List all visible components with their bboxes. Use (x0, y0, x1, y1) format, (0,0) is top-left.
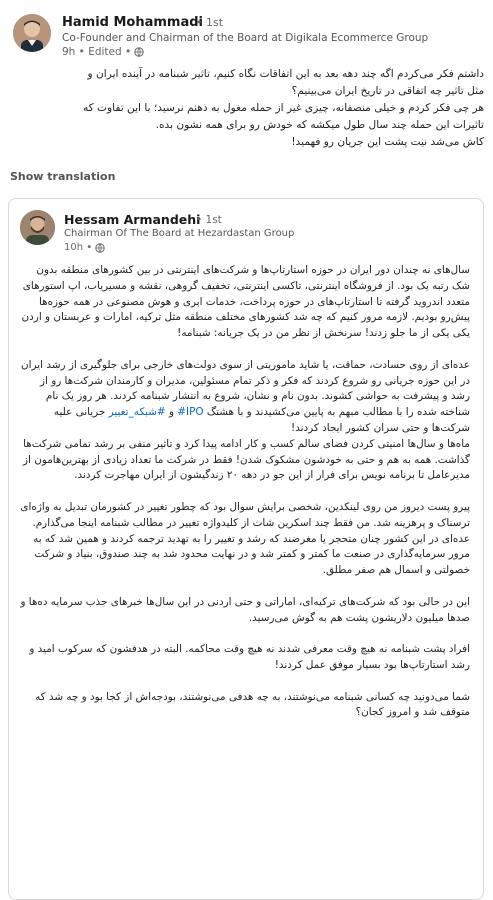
shared-paragraph: شما می‌دونید چه کسانی شبنامه می‌نوشتند، به چه هدفی می‌نوشتند، بودجه‌اش از کجا بود و چه شد که متوقف شد و امروز کجان؟ (35, 690, 470, 719)
shared-paragraph-text: عده‌ای از روی حسادت، حماقت، یا شاید ماموریتی از سوی دولت‌های خارجی برای جلوگیری از رشد ایران در این حوزه جریانی رو شروع کردند که فکر و ذکر تمام مسئولین، مدیران و کارمندان شرکت‌ها رو از رشد و پیشرفت به حواشی کشوند. بدون نام و نشان، شروع به انتشار شبنامه کردند. هر روز یک نام شناخته شده را با مطالب مبهم به پایین می‌کشیدند و با هشتگ (21, 358, 470, 419)
connection-degree: • 1st (196, 16, 224, 29)
author-headline: Co-Founder and Chairman of the Board at Digikala Ecommerce Group (62, 32, 429, 44)
globe-icon (134, 47, 144, 57)
post-meta (62, 46, 144, 58)
author-avatar[interactable] (13, 14, 51, 52)
shared-paragraph: افراد پشت شبنامه نه هیچ وقت معرفی شدند نه هیچ وقت محاکمه. البته در هدفشون که سرکوب امید و رشد استارتاپ‌ها بود بسیار موفق عمل کردند! (29, 643, 470, 671)
hashtag-change-network[interactable]: #شبکه_تغییر (108, 406, 166, 419)
post-line: مثل تاثیر چه اتفاقی در تاریخ ایران می‌بینیم؟ (291, 85, 484, 97)
shared-paragraph: این در حالی بود که شرکت‌های ترکیه‌ای، اماراتی و حتی اردنی در این سال‌ها خبرهای جذب سرمایه ده‌ها و صدها میلیون دلاریشون پشت هم به گوش می‌رسید. (20, 595, 470, 624)
post-line: تاثیرات این حمله چند سال طول میکشه که خودش رو برای همه نشون بده. (155, 119, 484, 131)
shared-author-avatar[interactable] (20, 210, 55, 245)
shared-paragraph: سال‌های نه چندان دور ایران در حوزه استارتاپ‌ها و شرکت‌های اینترنتی در بین کشورهای منطقه بدون شک رتبه یک بود. از فروشگاه اینترنتی، تاکسی اینترنتی، تخفیف گروهی، نقشه و مسیریاب، اپ استورهای متعدد اندروید گرفته تا استارتاپ‌های در حوزه پرداخت، خدمات ابری و هوش مصنوعی در همه حوزه‌ها پیش‌رو بودیم. لازمه مرور کنیم که چه شد کشورهای مختلف منطقه مثل ترکیه، امارات و عربستان و اردن یکی یکی از ما جلو زدند! سرنخش از نظر من در یک جریانه: شبنامه! (21, 264, 470, 340)
shared-paragraph: پیرو پست دیروز من روی لینکدین، شخصی برایش سوال بود که چطور تغییر در کشورمان تبدیل به واژه‌ای ترسناک و پرهزینه شد. من فقط چند اسکرین شات از کلیدواژه تغییر در مطالب شبنامه اینجا می‌گذارم. عده‌ای در این کشور چنان متحجر یا مغرضند که رشد و تغییر را به تهدید ترجمه کردند و همین شد که به مرور سرمایه‌گذاری در صنعت ما کمتر و کمتر شد و در نهایت محدود شد به چند صندوق، بنیاد و شرکت خصولتی و اسمال هم صفر مطلق. (20, 500, 470, 577)
shared-post-meta (64, 242, 105, 253)
hashtag-suffix: جریانی علیه شرکت‌ها و حتی سران کشور ایجاد کردند! (53, 406, 470, 434)
hashtag-ipo[interactable]: IPO# (177, 406, 204, 419)
post-line: کاش می‌شد نیت پشت این جریان رو فهمید! (291, 136, 484, 148)
globe-icon (95, 243, 105, 253)
shared-post-text (20, 263, 470, 737)
post-time: 9h • Edited • (62, 46, 132, 58)
hashtag-joiner: و (168, 406, 174, 419)
show-translation-button[interactable]: Show translation (10, 170, 116, 183)
post-line: داشتم فکر می‌کردم اگه چند دهه بعد به این اتفاقات نگاه کنیم، تاثیر شبنامه در آینده ایران و (87, 68, 484, 80)
shared-author-headline: Chairman Of The Board at Hezardastan Group (64, 228, 295, 239)
shared-paragraph (20, 358, 470, 437)
shared-author-name[interactable]: Hessam Armandehi (64, 212, 201, 227)
post-line: هر چی فکر کردم و خیلی منصفانه، چیزی غیر از حمله مغول به ذهنم نرسید؛ با این تفاوت که (82, 102, 484, 114)
shared-connection-degree: • 1st (196, 214, 222, 226)
shared-post-time: 10h • (64, 242, 93, 253)
shared-paragraph: ماه‌ها و سال‌ها امنیتی کردن فضای سالم کسب و کار ادامه پیدا کرد و تاثیر منفی بر رشد تمامی شرکت‌ها گذاشت. همه به هم و حتی به خودشون مشکوک شدن! فقط در شرکت ما تعداد زیادی از بهترین‌هامون از مدیرعامل تا برنامه نویس برای فرار از این جو در دهه ۲۰ زندگیشون از ایران مهاجرت کردند. (22, 437, 470, 482)
post-text (10, 66, 484, 151)
author-name[interactable]: Hamid Mohammadi (62, 15, 204, 30)
